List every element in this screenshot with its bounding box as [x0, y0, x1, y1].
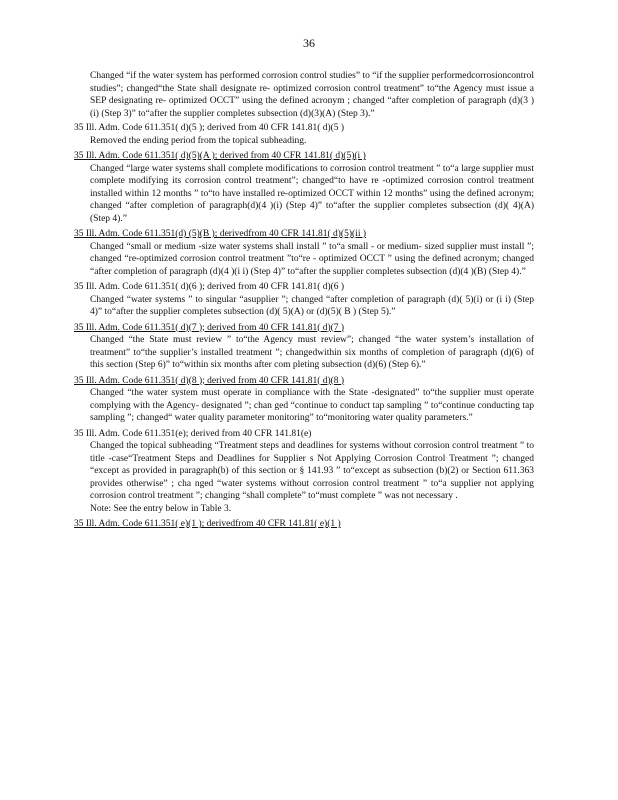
citation-e1: 35 Ill. Adm. Code 611.351( e)(1 ); derivedfrom 40 CFR 141.81( e)(1 ): [74, 519, 341, 529]
citation-d7: 35 Ill. Adm. Code 611.351( d)(7 ); derived from 40 CFR 141.81( d)(7 ): [74, 322, 345, 333]
citation-d5: 35 Ill. Adm. Code 611.351( d)(5 ); derived from 40 CFR 141.81( d)(5 ): [74, 123, 345, 133]
citation-d5b: 35 Ill. Adm. Code 611.351(d) (5)(B ); derivedfrom 40 CFR 141.81( d)(5)(ii ): [74, 229, 366, 239]
entry-d5a: [74, 150, 534, 225]
citation-d8: 35 Ill. Adm. Code 611.351( d)(8 ); derived from 40 CFR 141.81( d)(8 ): [74, 375, 345, 386]
entry-e: [74, 428, 534, 516]
page-number: 36: [303, 36, 315, 50]
citation-e: 35 Ill. Adm. Code 611.351(e); derived from 40 CFR 141.81(e): [74, 428, 312, 439]
entry-d6: [74, 281, 534, 319]
change-d8: Changed “the water system must operate in compliance with the State -designated” to“the supplier must operate complying with the Agency- designated ”; chan ged “continue to conduct tap sampling ” to“continue conducting tap sampling ”; changed“ water quality parameter monitoring” to“monitoring water quality parameters.”: [90, 388, 534, 423]
entry-d7: [74, 322, 534, 372]
change-d6: Changed “water systems ” to singular “asupplier ”; changed “after completion of paragraph (d)( 5)(i) or (i i) (Step 4)” to“after the supplier completes subsection (d)( 5)(A) or (d)(5)( B ) (Step 5).”: [90, 294, 534, 317]
entry-d5b: [74, 228, 534, 278]
change-d5b: Changed “small or medium -size water systems shall install ” to“a small - or medium- sized supplier must install ”; changed “re-optimized corrosion control treatment ”to“re - optimized OCCT ” using the defined acronym; changed “after completion of paragraph (d)(4 )(i i) (Step 4)” to“after the supplier completes subsection (d)(4 )(B) (Step 4).”: [90, 241, 534, 277]
change-e: Changed the topical subheading “Treatment steps and deadlines for systems without corrosion control treatment ” to title -case“Treatment Steps and Deadlines for Supplier s Not Applying Corrosion Control Treatment ”; changed “except as provided in paragraph(b) of this section or § 141.93 ” to“except as subsection (b)(2) or Section 611.363 provides otherwise” ; cha nged “water systems without corrosion control treatment ” to“a supplier not applying corrosion control treatment ”; changing “shall complete” to“must complete ” was not necessary .: [90, 441, 534, 501]
change-d5a: Changed “large water systems shall complete modifications to corrosion control treatment ” to“a large supplier must complete modifying its corrosion control treatment”; changed“to have re -optimized corrosion control treatment installed within 12 months ” to“to have installed re-optimized OCCT within 12 months” using the defined acronym; changed “after completion of paragraph(d)(4 )(i) (Step 4)” to“after the supplier completes subsection (d)( 4)(A) (Step 4).”: [90, 163, 534, 224]
entry-d8: [74, 375, 534, 425]
citation-d6: 35 Ill. Adm. Code 611.351( d)(6 ); derived from 40 CFR 141.81( d)(6 ): [74, 282, 345, 292]
intro-paragraph: Changed “if the water system has performed corrosion control studies” to “if the supplier performedcorrosioncontrol studies”; changed“the State shall designate re- optimized corrosion control treatment” to“the Agency must issue a SEP designating re- optimized OCCT” using the defined acronym ; changed “after completion of paragraph (d)(3 )(i) (Step 3)” to“after the supplier completes subsection (d)(3)(A) (Step 3).”: [90, 71, 534, 119]
citation-d5a: 35 Ill. Adm. Code 611.351( d)(5)(A ); derived from 40 CFR 141.81( d)(5)(i ): [74, 151, 366, 161]
change-d5: Removed the ending period from the topical subheading.: [90, 135, 307, 146]
entry-e1: [74, 518, 534, 531]
document-body: [74, 70, 534, 534]
note-table-3: Note: See the entry below in Table 3.: [90, 503, 232, 514]
entry-d5: [74, 122, 534, 147]
change-d7: Changed “the State must review ” to“the Agency must review”; changed “the water system’s installation of treatment” to“the supplier’s installed treatment ”; changedwithin six months of completion of paragraph (d)(6) of this section (Step 6)” to“within six months after com pleting subsection (d)(6) (Step 6).”: [90, 335, 534, 370]
